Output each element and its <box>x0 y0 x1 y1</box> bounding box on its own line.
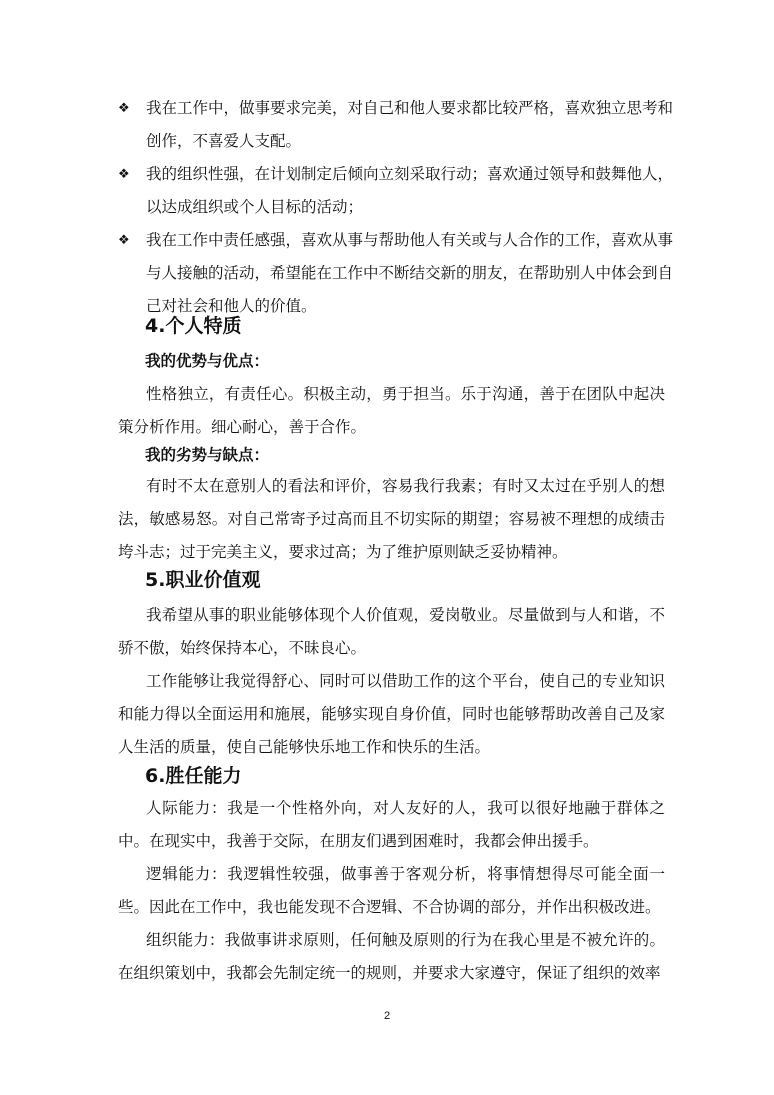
weaknesses-label: 我的劣势与缺点： <box>145 445 270 464</box>
values-paragraph-2: 工作能够让我觉得舒心、同时可以借助工作的这个平台，使自己的专业知识和能力得以全面运用和施展，能够实现自身价值，同时也能够帮助改善自己及家人生活的质量，使自己能够快乐地工作和快乐的生活。 <box>118 672 665 756</box>
section-4-heading: 4.个人特质 <box>145 315 242 337</box>
section-6-heading: 6.胜任能力 <box>145 765 242 787</box>
bullet-text-1: 我在工作中，做事要求完美，对自己和他人要求都比较严格，喜欢独立思考和创作，不喜爱人支配。 <box>146 99 674 150</box>
competency-paragraph-1: 人际能力：我是一个性格外向，对人友好的人，我可以很好地融于群体之中。在现实中，我善于交际，在朋友们遇到困难时，我都会伸出援手。 <box>118 799 665 850</box>
values-paragraph-1: 我希望从事的职业能够体现个人价值观，爱岗敬业。尽量做到与人和谐，不骄不傲，始终保持本心，不昧良心。 <box>118 606 665 657</box>
bullet-list <box>118 92 678 323</box>
diamond-bullet-icon: ❖ <box>118 233 130 248</box>
bullet-text-3: 我在工作中责任感强，喜欢从事与帮助他人有关或与人合作的工作，喜欢从事与人接触的活动，希望能在工作中不断结交新的朋友，在帮助别人中体会到自己对社会和他人的价值。 <box>146 231 674 315</box>
bullet-item-1 <box>118 92 678 158</box>
diamond-bullet-icon: ❖ <box>118 101 130 116</box>
page-number: 2 <box>383 1010 391 1022</box>
bullet-text-2: 我的组织性强，在计划制定后倾向立刻采取行动；喜欢通过领导和鼓舞他人，以达成组织或个人目标的活动； <box>146 165 674 216</box>
competency-paragraph-2: 逻辑能力：我逻辑性较强，做事善于客观分析，将事情想得尽可能全面一些。因此在工作中，我也能发现不合逻辑、不合协调的部分，并作出积极改进。 <box>118 865 665 916</box>
diamond-bullet-icon: ❖ <box>118 167 130 182</box>
section-5-heading: 5.职业价值观 <box>145 569 261 591</box>
weaknesses-paragraph: 有时不太在意别人的看法和评价，容易我行我素；有时又太过在乎别人的想法，敏感易怒。对自己常寄予过高而且不切实际的期望；容易被不理想的成绩击垮斗志；过于完美主义，要求过高；为了维护原则缺乏妥协精神。 <box>118 477 665 561</box>
strengths-paragraph: 性格独立，有责任心。积极主动，勇于担当。乐于沟通，善于在团队中起决策分析作用。细心耐心，善于合作。 <box>118 385 665 436</box>
competency-paragraph-3: 组织能力：我做事讲求原则，任何触及原则的行为在我心里是不被允许的。在组织策划中，我都会先制定统一的规则，并要求大家遵守，保证了组织的效率 <box>118 931 665 982</box>
strengths-label: 我的优势与优点： <box>145 351 270 370</box>
bullet-item-2 <box>118 158 678 224</box>
bullet-item-3 <box>118 224 678 323</box>
